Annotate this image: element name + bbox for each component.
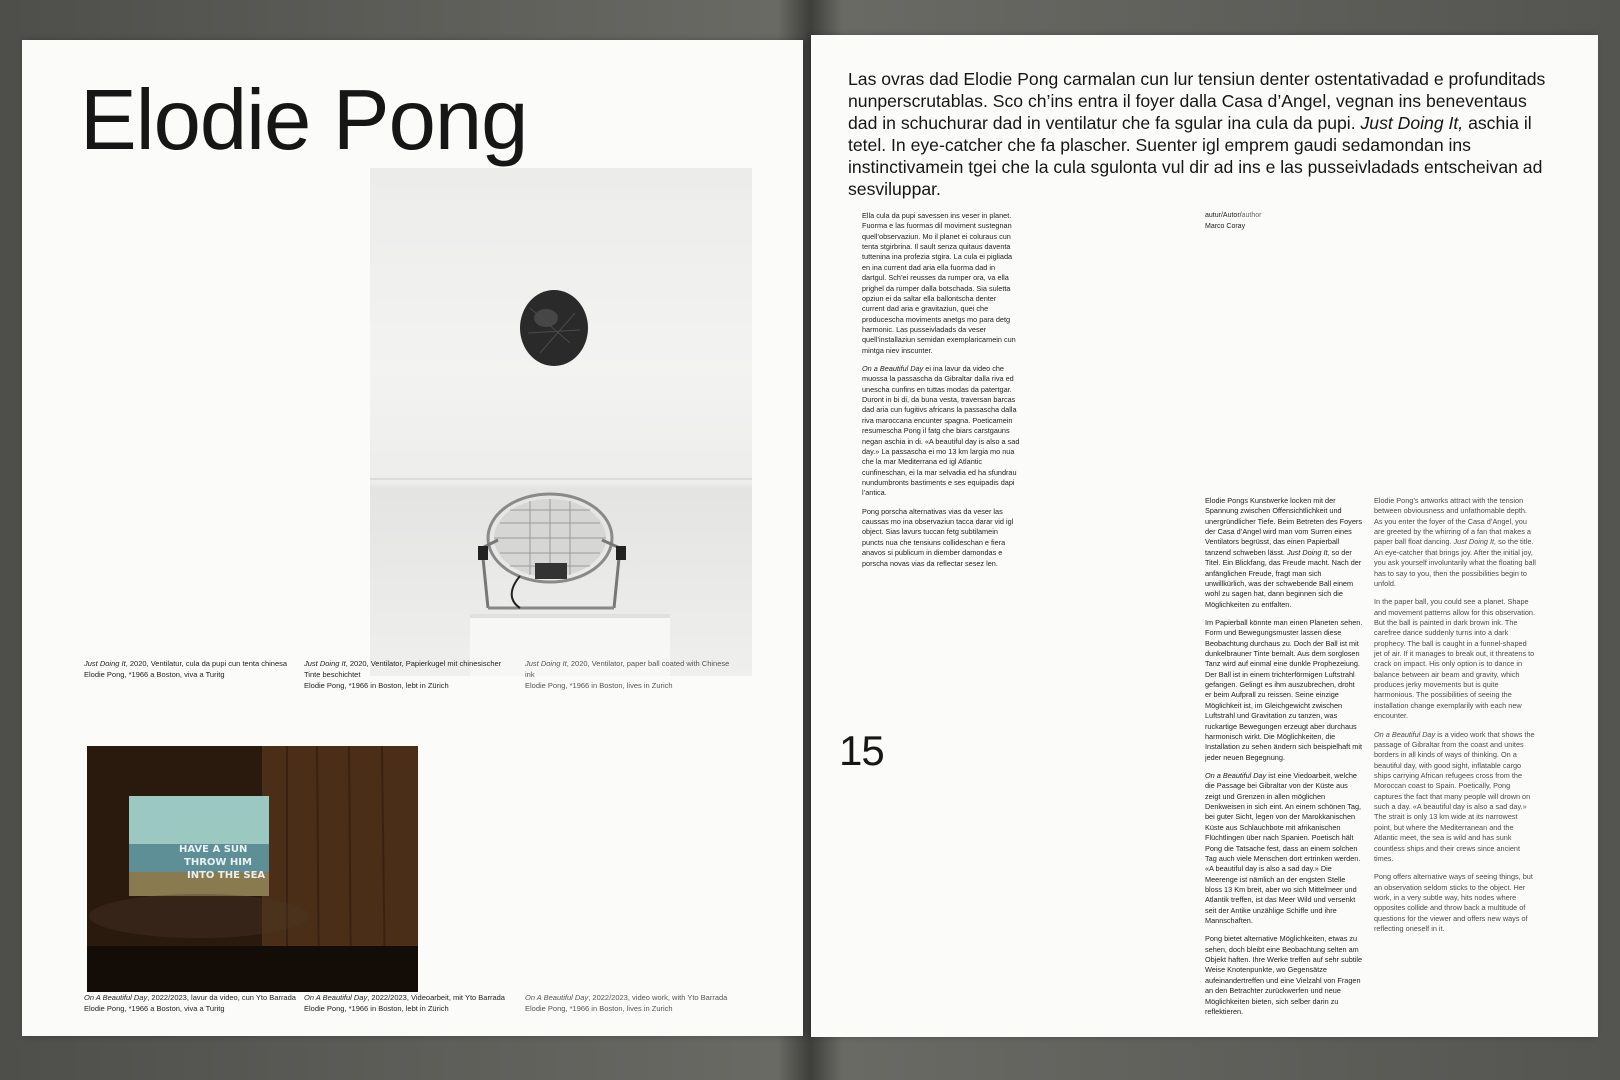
author-name: Marco Coray [1205,222,1246,230]
left-page [22,40,803,1036]
video-caption-english: On A Beautiful Day, 2022/2023, video work, with Yto Barrada Elodie Pong, *1966 in Boston, lives in Zurich [525,993,728,1013]
german-paragraph-2: Im Papierball könnte man einen Planeten sehen. Form und Bewegungsmuster lassen diese Beobachtung durchaus zu. Doch der Ball ist mit dunkelbrauner Tinte bemalt. Aus dem sorglosen Tanz wird auf einmal eine dunkle Prophezeiung. Der Ball ist in einem trichterförmigen Luftstrahl gefangen. Gelingt es ihm auszubrechen, droht er beim Aufprall zu reissen. Seine einzige Möglichkeit ist, im Gleichgewicht zwischen Luftstrahl und Gravitation zu tanzen, was ruckartige Bewegungen erzeugt aber durchaus harmonisch wirkt. Die Möglichkeiten, die Installation zu sehen ändern sich beispielhaft mit jeder neuen Begegnung. [1205,617,1363,762]
romansh-paragraph-1: Ella cula da pupi savessen ins veser in planet. Fuorma e las fuormas dil moviment sustegnan quell’observaziun. Mo il planet ei colurаus cun tenta stgirbrina. Il sault senza quitaus daventa tuttenina ina profezia stgira. La cula ei pigliada en ina current dad aria ella fuorma dad in dartgul. Sch’ei reusses da rumper ora, va ella prighel da rumper dalla botschada. Sia suletta opziun ei da saltar ella ballontscha denter current dad aria e gravitaziun, quei che producescha moviments anetgs mo para detg harmonic. Las pusseivladads da veser quell’installaziun semidan exemplaricamein cun mintga niev inscunter. [862,211,1016,355]
fan-caption-german: Just Doing It, 2020, Ventilator, Papierkugel mit chinesischer Tinte beschichtet Elodie Pong, *1966 in Boston, lebt in Zürich [304,659,502,690]
video-caption-romansh: On A Beautiful Day, 2022/2023, lavur da video, cun Yto Barrada Elodie Pong, *1966 a Boston, viva a Turitg [84,993,296,1013]
romansh-paragraph-2: On a Beautiful Day ei ina lavur da video che muossa la passascha da Gibraltar dalla riva ed unescha cunfins en tuttas modas da patertgar. Duront in bi di, da buna vesta, traversan barcas dad aria cun fugitivs africans la passascha dalla riva maroccana encunter spagna. Poeticamein resumescha Pong il fatg che biars carstgauns negan aschia in di. «A beautiful day is also a sad day.» La passascha ei mo 13 km largia mo nua che la mar Mediterrana ed igl Atlantic cunfineschan, ei la mar selvadia ed ha sfundrau nundumbronts bastiments e ses equipadis dapi l’antica. [862,364,1020,498]
german-paragraph-1: Elodie Pongs Kunstwerke locken mit der Spannung zwischen Offensichtlichkeit und unergründlicher Tiefe. Beim Betreten des Foyers der Casa d’Angel wird man vom Surren eines Ventilators begrüsst, das einen Papierball tanzend schweben lässt. Just Doing It, so der Titel. Ein Blickfang, das Freude macht. Nach der anfänglichen Freude, fragt man sich unwillkürlich, was der schwebende Ball einem wohl zu sagen hat, dann beginnen sich die Möglichkeiten zu entfalten. [1205,496,1362,609]
video-screen-text-line-2: THROW HIM [184,857,252,868]
romansh-column [862,211,1020,577]
right-page [811,35,1598,1037]
video-caption-german: On A Beautiful Day, 2022/2023, Videoarbeit, mit Yto Barrada Elodie Pong, *1966 in Boston, lebt in Zürich [304,993,505,1013]
fan-photo-illustration [370,168,752,676]
english-paragraph-1: Elodie Pong’s artworks attract with the tension between obviousness and unfathomable depth. As you enter the foyer of the Casa d’Angel, you are greeted by the whirring of a fan that makes a paper ball float dancing. Just Doing It, so the title. An eye-catcher that brings joy. After the initial joy, you ask yourself involuntarily what the floating ball has to say to you, then the possibilities begin to unfold. [1374,496,1536,588]
german-column [1205,496,1363,1025]
author-label-romansh: autur [1205,212,1221,219]
fan-caption-english: Just Doing It, 2020, Ventilator, paper ball coated with Chinese ink Elodie Pong, *1966 in Boston, lives in Zurich [525,659,730,690]
author-credit: autur/Autor/author Marco Coray [1205,212,1262,230]
english-column [1374,496,1536,942]
english-paragraph-3: On a Beautiful Day is a video work that shows the passage of Gibraltar from the coast and unites borders in all kinds of ways of thinking. On a beautiful day, with good sight, inflatable cargo ships carrying African refugees cross from the Moroccan coast to Spain. Poetically, Pong captures the fact that many people will drown on such a day. «A beautiful day is also a sad day.» The strait is only 13 km wide at its narrowest point, but where the Mediterranean and the Atlantic meet, the sea is wild and has sunk countless ships and their crews since ancient times. [1374,729,1535,863]
page-number: 15 [839,727,884,774]
author-label-english: author [1241,212,1262,219]
video-screen-text-line-1: HAVE A SUN [179,844,248,855]
fan-caption-romansh: Just Doing It, 2020, Ventilatur, cula da pupi cun tenta chinesa Elodie Pong, *1966 a Boston, viva a Turitg [84,659,288,679]
video-photo-illustration [87,746,418,992]
fan-installation-photo [370,168,752,676]
german-paragraph-3: On a Beautiful Day ist eine Viedoarbeit, welche die Passage bei Gibraltar von der Küste aus zeigt und Grenzen in allen möglichen Denkweisen in sich eint. An einem schönen Tag, bei guter Sicht, legen von der Marokkanischen Küste aus Schlauchbote mit afrikanischen Flüchtlingen über nach Spanien. Poetisch hält Pong die Tatsache fest, dass an einem solchen Tag auch viele Menschen dort ertrinken werden. «A beautiful day is also a sad day.» Die Meerenge ist nämlich an der engsten Stelle bloss 13 Km breit, aber wo sich Mittelmeer und Atlantik treffen, ist das Meer Wild und versenkt seit der Antike unzählige Schiffe und ihre Mannschaften. [1205,770,1362,926]
author-label-german: Autor [1222,212,1240,219]
video-screen-text-line-3: INTO THE SEA [187,870,266,881]
romansh-paragraph-3: Pong porscha alternativas vias da veser las caussas mo ina observaziun tacca darar vid igl object. Sias lavurs tuccan fetg subtilamein puncts nua che tensiuns collideschan e fiera anavos si publicum in diember damondas e porscha novas vias da reflectar sesez len. [862,506,1014,568]
video-installation-photo [87,746,418,992]
english-paragraph-4: Pong offers alternative ways of seeing things, but an observation seldom sticks to the object. Her work, in a very subtle way, hits nodes where opposites collide and throw back a multitude of questions for the viewer and offers new ways of reflecting oneself in it. [1374,872,1533,934]
german-paragraph-4: Pong bietet alternative Möglichkeiten, etwas zu sehen, doch bleibt eine Beobachtung selten am Objekt haften. Ihre Werke treffen auf sehr subtile Weise Knotenpunkte, wo Gegensätze aufeinandertreffen und eine Vielzahl von Fragen an den Betrachter zurückwerfen und neue Möglichkeiten bieten, sich selber darin zu reflektieren. [1205,934,1363,1016]
page-title: Elodie Pong [80,73,528,168]
lede-paragraph: Las ovras dad Elodie Pong carmalan cun lur tensiun denter ostentativadad e profunditads nunperscrutablas. Sco ch’ins entra il foyer dalla Casa d’Angel, vegnan ins beneventaus dad in schuchurar dad in ventilatur che fa sgular ina cula da pupi. Just Doing It, aschia il tetel. In eye-catcher che fa plascher. Suenter igl emprem gaudi sedamondan ins instinctivamein tgei che la cula sgulonta vul dir ad ins e las pusseivladads entscheivan ad sesviluppar. [848,69,1546,199]
english-paragraph-2: In the paper ball, you could see a planet. Shape and movement patterns allow for this observation. But the ball is painted in dark brown ink. The carefree dance suddenly turns into a dark prophecy. The ball is caught in a funnel-shaped jet of air. If it manages to break out, it threatens to crack on impact. His only option is to dance in balance between air beam and gravity, which produces jerky movements but is quite harmonious. The possibilities of seeing the installation change exemplarily with each new encounter. [1374,597,1536,721]
